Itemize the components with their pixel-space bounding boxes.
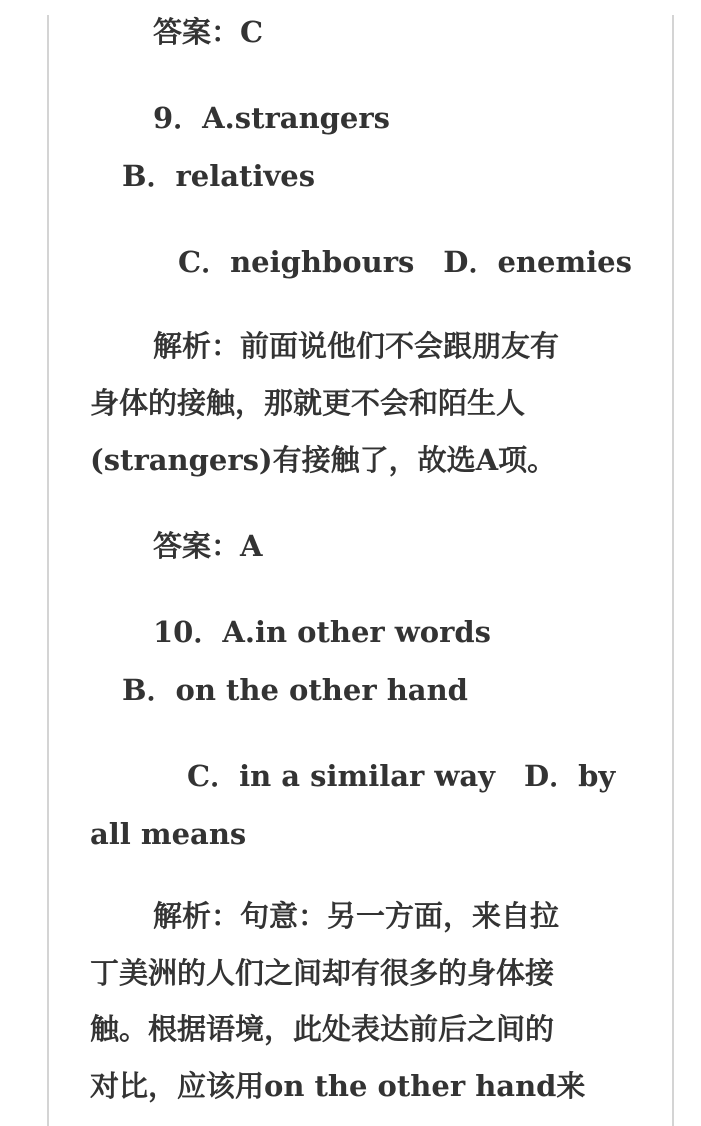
- answer-8: 答案：C: [153, 15, 264, 49]
- question-10-options-c-d: C．in a similar way D．by: [187, 759, 616, 793]
- left-border: [47, 15, 49, 1126]
- question-10-option-d-cont: all means: [90, 817, 247, 851]
- explanation-9-line-1: 解析：前面说他们不会跟朋友有: [153, 329, 560, 363]
- question-9-option-b: B．relatives: [122, 159, 316, 193]
- answer-9: 答案：A: [153, 529, 263, 563]
- explanation-9-line-2: 身体的接触，那就更不会和陌生人: [90, 386, 526, 420]
- question-10-option-a: 10．A.in other words: [153, 615, 491, 649]
- explanation-10-line-3: 触。根据语境，此处表达前后之间的: [90, 1012, 555, 1046]
- right-border: [672, 15, 674, 1126]
- explanation-10-line-4: 对比，应该用on the other hand来: [90, 1069, 586, 1103]
- explanation-9-line-3: (strangers)有接触了，故选A项。: [90, 443, 557, 477]
- question-10-option-b: B．on the other hand: [122, 673, 468, 707]
- question-9-option-a: 9．A.strangers: [153, 101, 390, 135]
- explanation-10-line-2: 丁美洲的人们之间却有很多的身体接: [90, 956, 555, 990]
- question-9-options-c-d: C．neighbours D．enemies: [178, 245, 632, 279]
- explanation-10-line-1: 解析：句意：另一方面，来自拉: [153, 899, 560, 933]
